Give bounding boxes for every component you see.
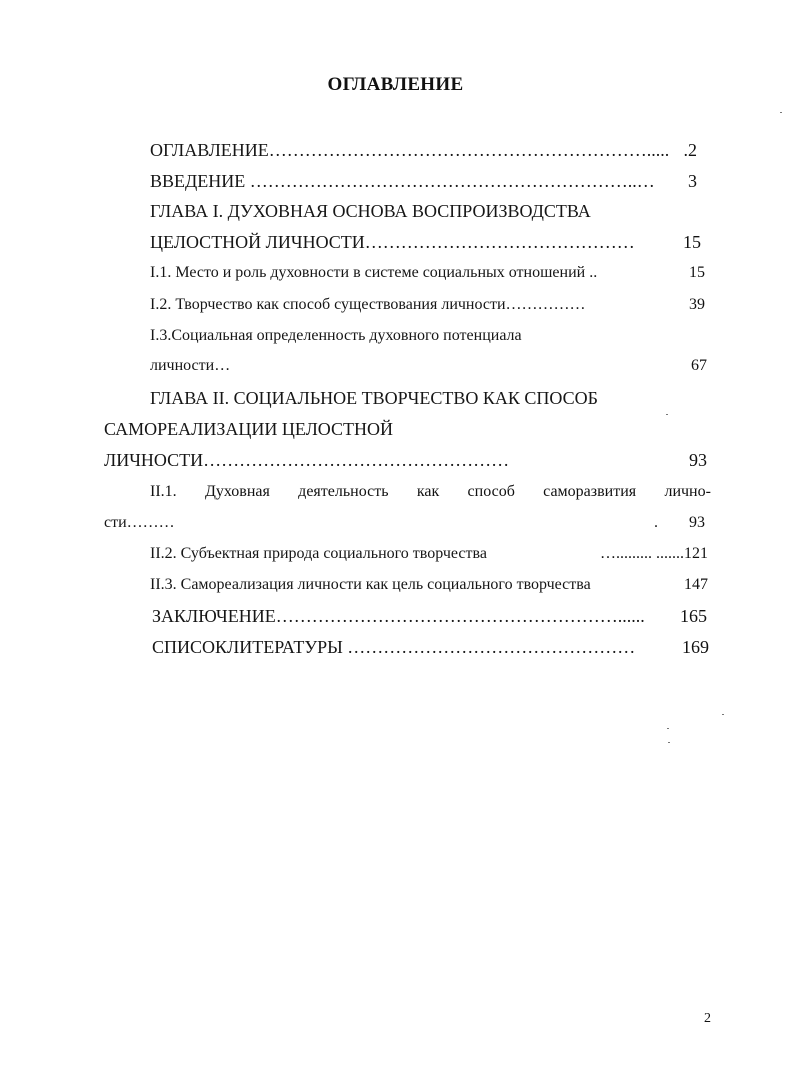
toc-page-number: …......... .......121 — [600, 545, 708, 562]
toc-word: саморазвития — [543, 483, 637, 500]
toc-section-2-2: II.2. Субъектная природа социального творчества — [150, 545, 487, 562]
toc-section-2-1-cont: сти……… — [104, 514, 175, 531]
toc-page-number: 93 — [689, 514, 705, 531]
toc-page-number: .2 — [683, 140, 697, 160]
toc-section-2-1 — [150, 483, 711, 501]
toc-section-1-2: I.2. Творчество как способ существования личности…………… — [150, 296, 586, 313]
scan-speck — [780, 112, 782, 113]
toc-page-number: 3 — [688, 171, 697, 191]
toc-section-1-3: I.3.Социальная определенность духовного потенциала — [150, 327, 522, 344]
toc-word: Духовная — [204, 483, 270, 500]
toc-word: II.1. — [150, 483, 177, 500]
toc-section-2-3: II.3. Самореализация личности как цель социального творчества — [150, 576, 591, 593]
toc-page-number: 147 — [684, 576, 708, 593]
scan-speck — [668, 742, 670, 743]
toc-page-number: 169 — [682, 637, 709, 657]
scan-speck — [722, 714, 724, 715]
toc-chapter-2-title-cont: САМОРЕАЛИЗАЦИИ ЦЕЛОСТНОЙ — [104, 419, 394, 439]
page-title: ОГЛАВЛЕНИЕ — [327, 74, 464, 95]
toc-section-1-1: I.1. Место и роль духовности в системе социальных отношений .. — [150, 264, 598, 281]
toc-page-number: 15 — [689, 264, 705, 281]
toc-word: способ — [467, 483, 515, 500]
toc-entry-conclusion: ЗАКЛЮЧЕНИЕ…………………………………………………...... — [152, 606, 645, 626]
toc-page-number: 67 — [691, 357, 707, 374]
toc-page-number: 165 — [680, 606, 707, 626]
toc-page-number: 93 — [689, 450, 707, 470]
toc-section-1-3-cont: личности… — [150, 357, 231, 374]
toc-dot: . — [654, 514, 658, 531]
toc-entry-bibliography: СПИСОКЛИТЕРАТУРЫ ………………………………………… — [152, 637, 636, 657]
toc-entry-introduction: ВВЕДЕНИЕ ………………………………………………………..… — [150, 171, 655, 191]
toc-chapter-1-title: ГЛАВА I. ДУХОВНАЯ ОСНОВА ВОСПРОИЗВОДСТВА — [150, 201, 591, 221]
scan-speck — [667, 728, 669, 729]
toc-word: лично- — [664, 483, 711, 500]
toc-chapter-2-title: ГЛАВА II. СОЦИАЛЬНОЕ ТВОРЧЕСТВО КАК СПОСОБ — [150, 388, 598, 408]
toc-word: как — [416, 483, 440, 500]
scan-speck — [666, 414, 668, 415]
toc-chapter-1-title-cont: ЦЕЛОСТНОЙ ЛИЧНОСТИ……………………………………… — [150, 232, 635, 252]
toc-word: деятельность — [298, 483, 389, 500]
page-number: 2 — [704, 1011, 711, 1026]
toc-chapter-2-title-end: ЛИЧНОСТИ…………………………………………… — [104, 450, 510, 470]
toc-entry-contents: ОГЛАВЛЕНИЕ………………………………………………………..... — [150, 140, 670, 160]
toc-page-number: 15 — [683, 232, 701, 252]
toc-page-number: 39 — [689, 296, 705, 313]
